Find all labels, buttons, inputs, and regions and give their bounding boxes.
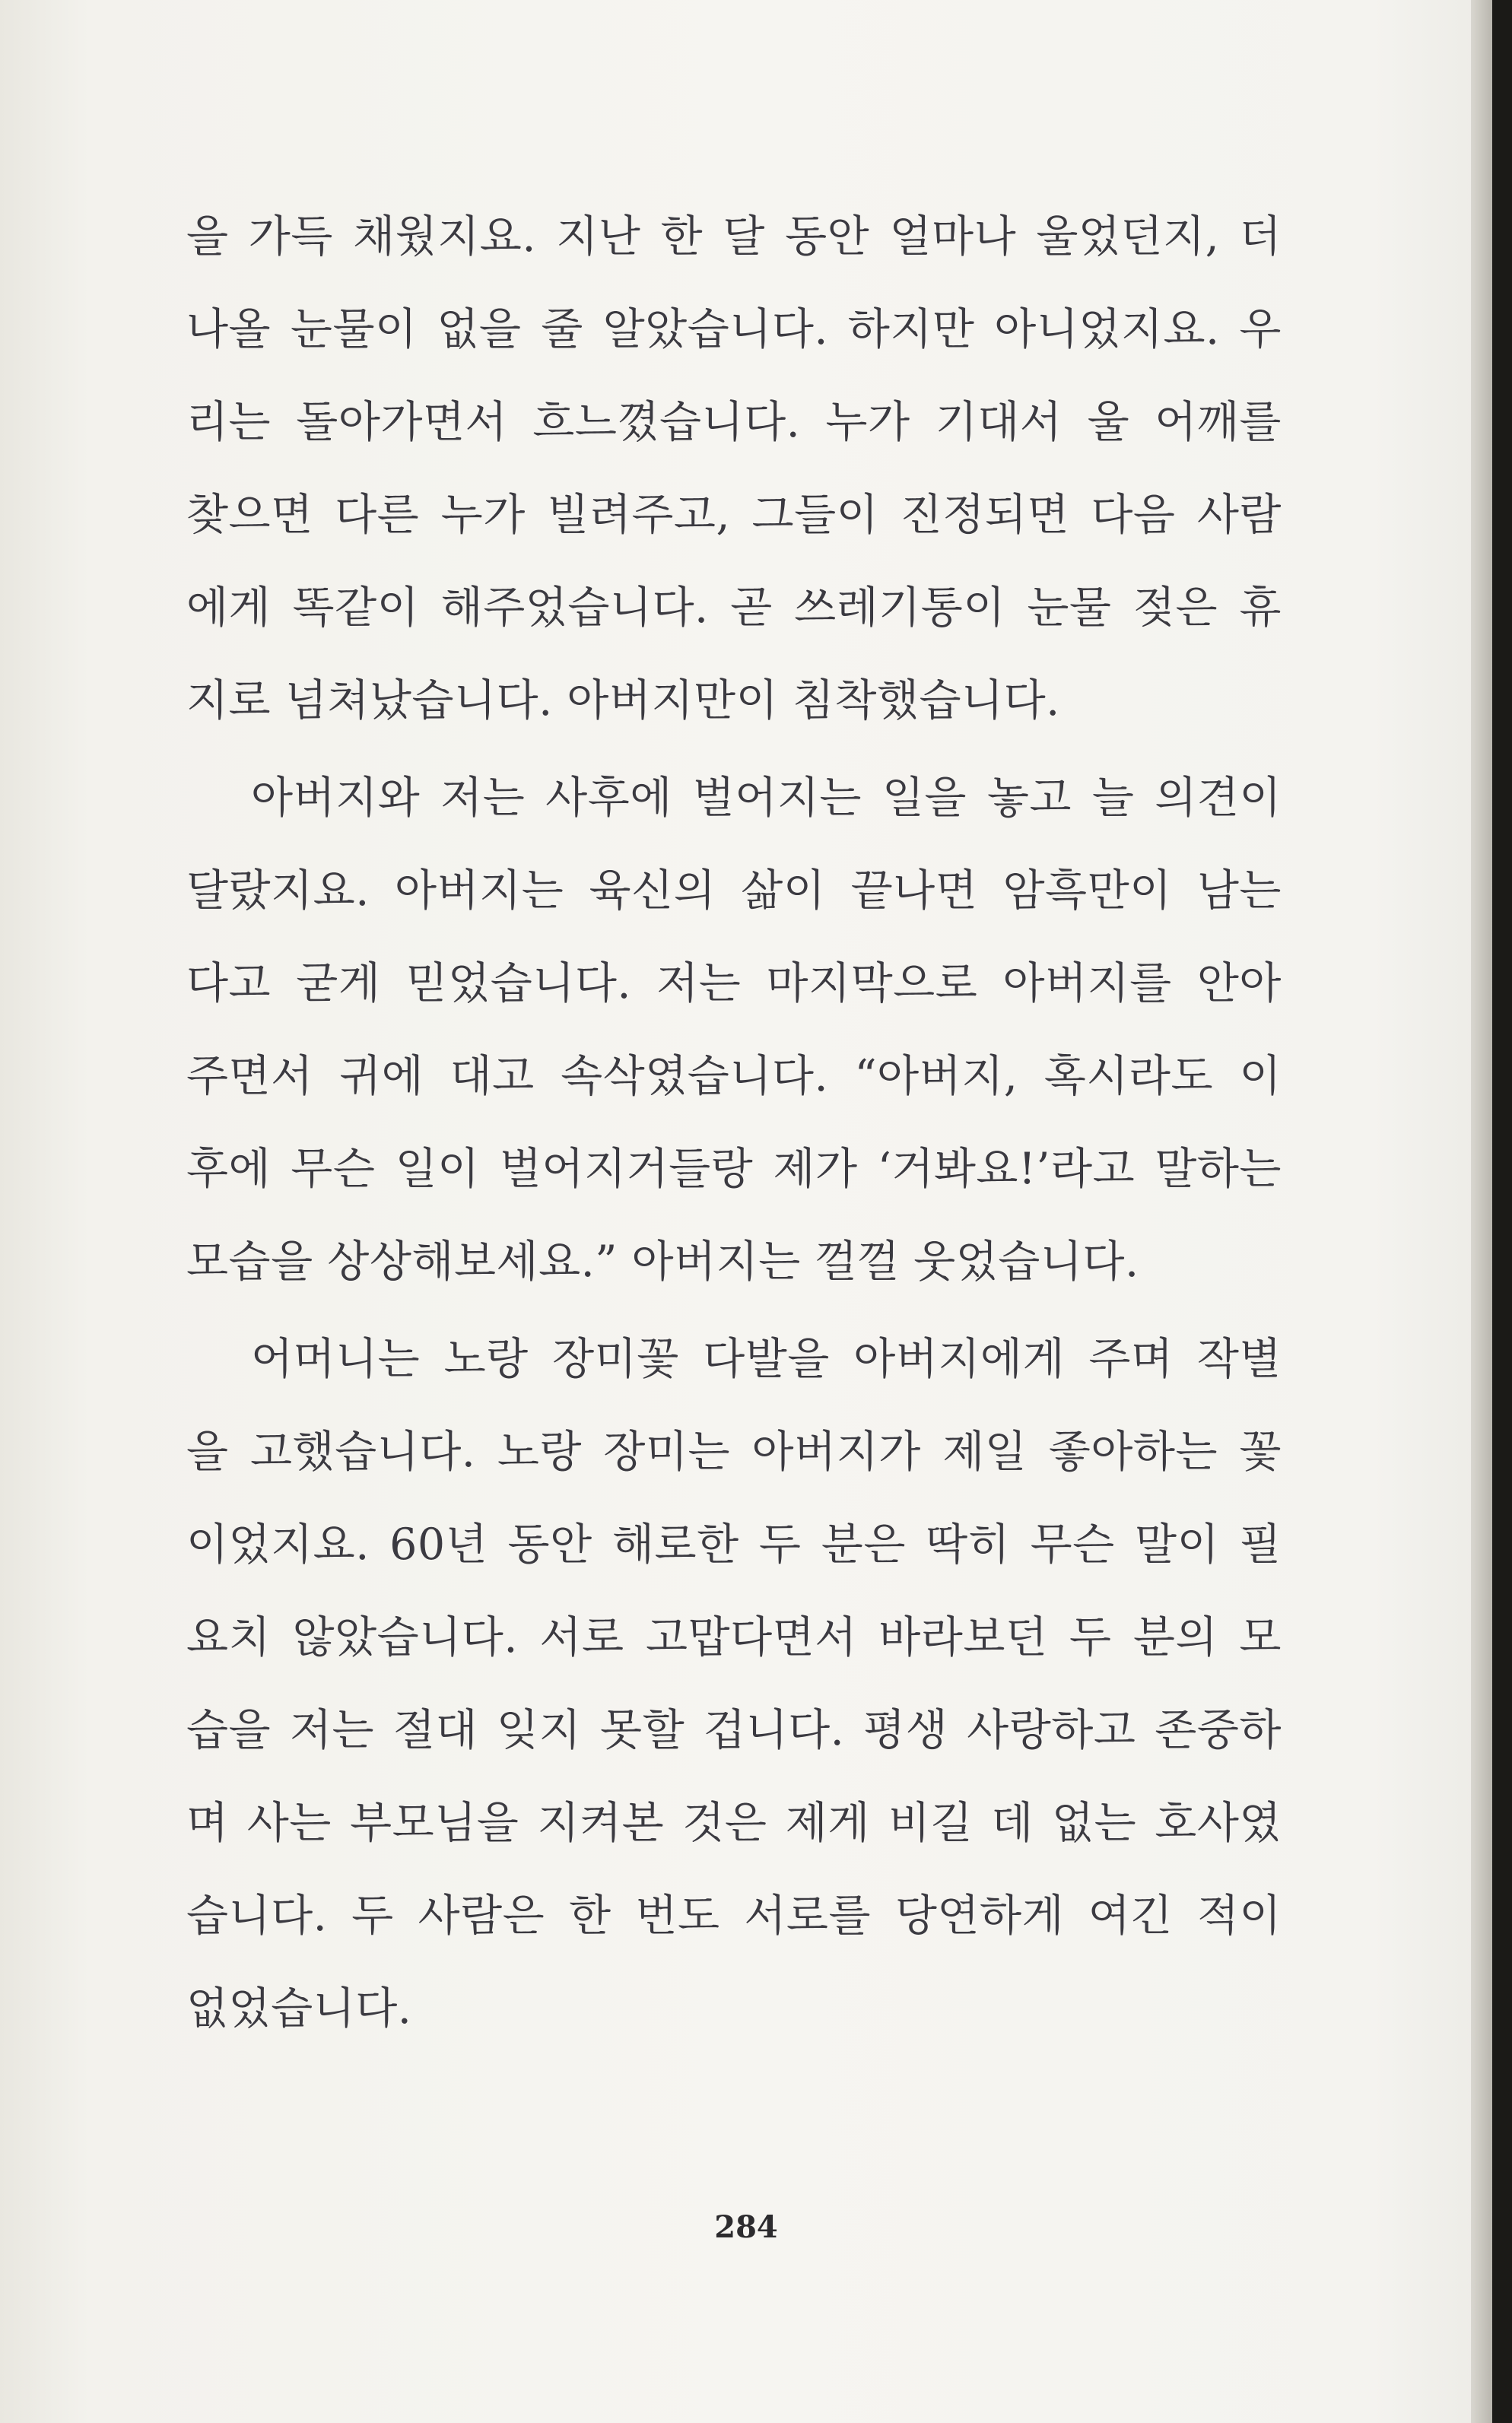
text-line: 다고 굳게 믿었습니다. 저는 마지막으로 아버지를 안아 <box>186 958 1282 1008</box>
text-line: 을 가득 채웠지요. 지난 한 달 동안 얼마나 울었던지, 더 <box>186 211 1282 262</box>
body-text <box>186 190 1282 2055</box>
text-line: 없었습니다. <box>186 1983 412 2034</box>
text-line: 주면서 귀에 대고 속삭였습니다. “아버지, 혹시라도 이 <box>186 1051 1282 1101</box>
text-line: 모습을 상상해보세요.” 아버지는 껄껄 웃었습니다. <box>186 1237 1139 1287</box>
text-line: 리는 돌아가면서 흐느꼈습니다. 누가 기대서 울 어깨를 <box>186 397 1282 447</box>
text-line: 찾으면 다른 누가 빌려주고, 그들이 진정되면 다음 사람 <box>186 490 1282 540</box>
page-edge <box>1471 0 1492 2423</box>
paragraph-2 <box>186 751 1282 1308</box>
text-line: 습니다. 두 사람은 한 번도 서로를 당연하게 여긴 적이 <box>186 1891 1282 1941</box>
text-line: 나올 눈물이 없을 줄 알았습니다. 하지만 아니었지요. 우 <box>186 304 1282 354</box>
text-line: 달랐지요. 아버지는 육신의 삶이 끝나면 암흑만이 남는 <box>186 865 1282 916</box>
text-line: 에게 똑같이 해주었습니다. 곧 쓰레기통이 눈물 젖은 휴 <box>186 583 1282 633</box>
text-line: 습을 저는 절대 잊지 못할 겁니다. 평생 사랑하고 존중하 <box>186 1705 1282 1755</box>
paragraph-3 <box>186 1313 1282 2055</box>
text-line: 을 고했습니다. 노랑 장미는 아버지가 제일 좋아하는 꽃 <box>186 1427 1282 1477</box>
page-number: 284 <box>714 2209 778 2245</box>
text-line: 지로 넘쳐났습니다. 아버지만이 침착했습니다. <box>186 675 1060 726</box>
paragraph-1 <box>186 190 1282 747</box>
text-line: 며 사는 부모님을 지켜본 것은 제게 비길 데 없는 호사였 <box>186 1798 1282 1848</box>
text-line: 요치 않았습니다. 서로 고맙다면서 바라보던 두 분의 모 <box>186 1612 1282 1662</box>
text-line: 후에 무슨 일이 벌어지거들랑 제가 ‘거봐요!’라고 말하는 <box>186 1144 1282 1194</box>
text-line: 아버지와 저는 사후에 벌어지는 일을 놓고 늘 의견이 <box>251 773 1282 823</box>
text-line: 이었지요. 60년 동안 해로한 두 분은 딱히 무슨 말이 필 <box>186 1520 1282 1570</box>
text-line: 어머니는 노랑 장미꽃 다발을 아버지에게 주며 작별 <box>251 1334 1282 1384</box>
